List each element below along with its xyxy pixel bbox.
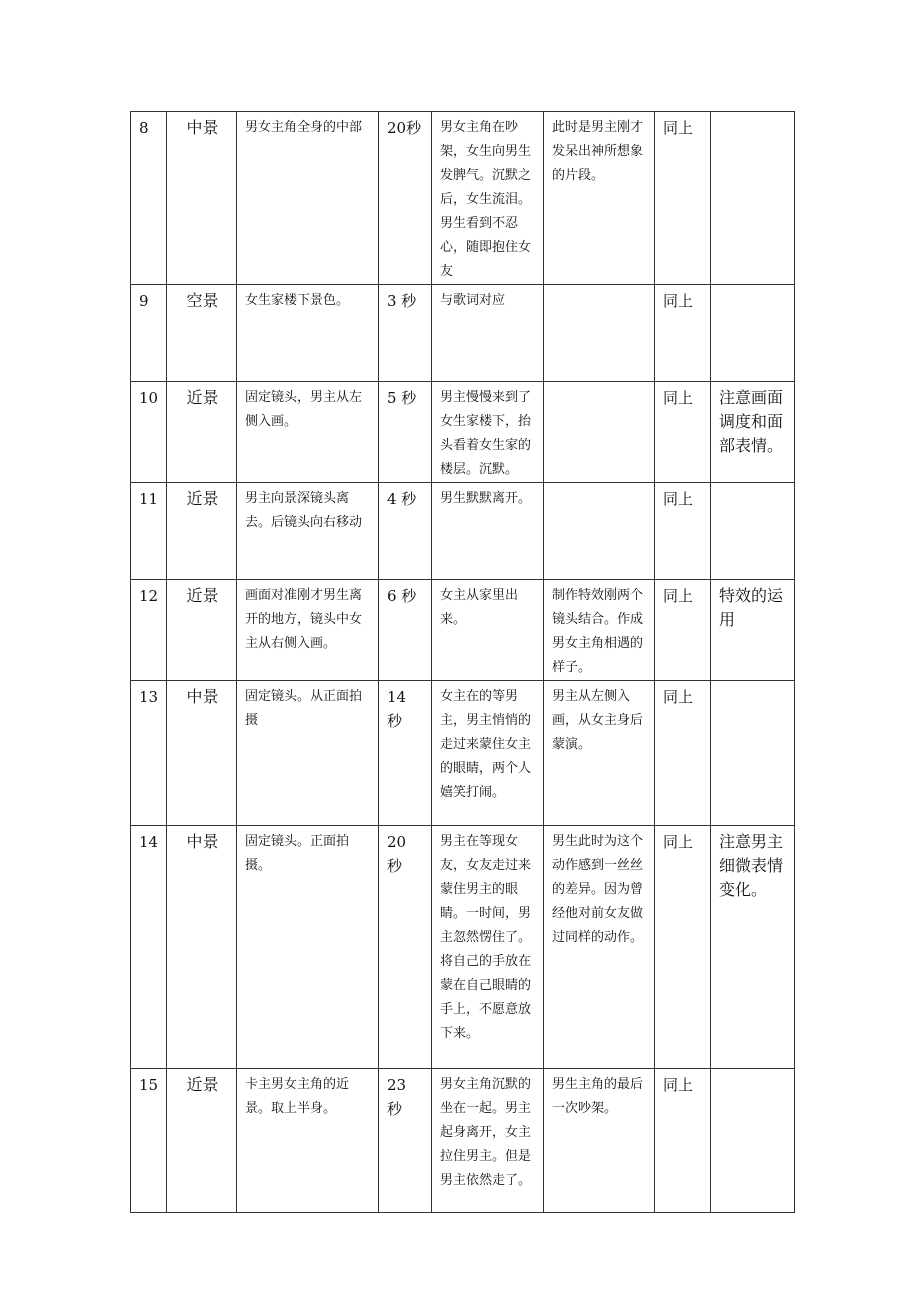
shot-remark: [711, 681, 795, 826]
shot-music: 同上: [655, 1069, 711, 1213]
shot-music: 同上: [655, 382, 711, 483]
shot-note: 男生主角的最后一次吵架。: [544, 1069, 655, 1213]
shot-type: 空景: [167, 285, 237, 382]
shot-duration: 6 秒: [379, 580, 432, 681]
shot-content: 固定镜头。正面拍摄。: [237, 826, 379, 1069]
shot-remark: [711, 483, 795, 580]
shot-duration: 4 秒: [379, 483, 432, 580]
shot-remark: 特效的运用: [711, 580, 795, 681]
shot-remark: [711, 1069, 795, 1213]
shot-note: [544, 285, 655, 382]
shot-content: 画面对准刚才男生离开的地方，镜头中女主从右侧入画。: [237, 580, 379, 681]
shot-note: [544, 382, 655, 483]
shot-remark: 注意画面调度和面部表情。: [711, 382, 795, 483]
shot-note: 男生此时为这个动作感到一丝丝的差异。因为曾经他对前女友做过同样的动作。: [544, 826, 655, 1069]
table-row: [131, 681, 795, 826]
shot-number: 10: [131, 382, 167, 483]
shot-type: 近景: [167, 382, 237, 483]
shot-type: 近景: [167, 580, 237, 681]
shot-content: 卡主男女主角的近景。取上半身。: [237, 1069, 379, 1213]
shot-action: 男主在等现女友，女友走过来蒙住男主的眼睛。一时间，男主忽然愣住了。将自己的手放在蒙在自己眼睛的手上，不愿意放下来。: [432, 826, 544, 1069]
shot-duration: 5 秒: [379, 382, 432, 483]
shot-action: 与歌词对应: [432, 285, 544, 382]
shot-number: 13: [131, 681, 167, 826]
shot-content: 固定镜头，男主从左侧入画。: [237, 382, 379, 483]
shot-action: 男生默默离开。: [432, 483, 544, 580]
table-row: [131, 826, 795, 1069]
shot-music: 同上: [655, 285, 711, 382]
shot-number: 14: [131, 826, 167, 1069]
shot-duration: 20 秒: [379, 826, 432, 1069]
shot-content: 固定镜头。从正面拍摄: [237, 681, 379, 826]
shot-action: 女主从家里出来。: [432, 580, 544, 681]
shot-type: 中景: [167, 112, 237, 285]
shot-number: 9: [131, 285, 167, 382]
shot-music: 同上: [655, 681, 711, 826]
shot-action: 女主在的等男主，男主悄悄的走过来蒙住女主的眼睛，两个人嬉笑打闹。: [432, 681, 544, 826]
shot-note: 男主从左侧入画，从女主身后蒙演。: [544, 681, 655, 826]
storyboard-table: [130, 111, 795, 1213]
shot-duration: 20秒: [379, 112, 432, 285]
shot-type: 近景: [167, 483, 237, 580]
shot-duration: 23 秒: [379, 1069, 432, 1213]
shot-type: 中景: [167, 681, 237, 826]
table-row: [131, 382, 795, 483]
shot-music: 同上: [655, 580, 711, 681]
shot-music: 同上: [655, 483, 711, 580]
table-row: [131, 285, 795, 382]
shot-music: 同上: [655, 826, 711, 1069]
shot-note: [544, 483, 655, 580]
shot-duration: 14 秒: [379, 681, 432, 826]
table-row: [131, 580, 795, 681]
table-row: [131, 1069, 795, 1213]
shot-type: 中景: [167, 826, 237, 1069]
shot-remark: 注意男主细微表情变化。: [711, 826, 795, 1069]
shot-action: 男女主角沉默的坐在一起。男主起身离开，女主拉住男主。但是男主依然走了。: [432, 1069, 544, 1213]
shot-note: 此时是男主刚才发呆出神所想象的片段。: [544, 112, 655, 285]
shot-remark: [711, 285, 795, 382]
shot-number: 11: [131, 483, 167, 580]
shot-content: 女生家楼下景色。: [237, 285, 379, 382]
shot-note: 制作特效刚两个镜头结合。作成男女主角相遇的样子。: [544, 580, 655, 681]
shot-content: 男女主角全身的中部: [237, 112, 379, 285]
shot-number: 15: [131, 1069, 167, 1213]
table-row: [131, 112, 795, 285]
shot-number: 8: [131, 112, 167, 285]
shot-duration: 3 秒: [379, 285, 432, 382]
shot-type: 近景: [167, 1069, 237, 1213]
shot-content: 男主向景深镜头离去。后镜头向右移动: [237, 483, 379, 580]
shot-number: 12: [131, 580, 167, 681]
shot-music: 同上: [655, 112, 711, 285]
shot-action: 男主慢慢来到了女生家楼下，抬头看着女生家的楼层。沉默。: [432, 382, 544, 483]
shot-remark: [711, 112, 795, 285]
shot-action: 男女主角在吵架，女生向男生发脾气。沉默之后，女生流泪。男生看到不忍心，随即抱住女友: [432, 112, 544, 285]
table-row: [131, 483, 795, 580]
